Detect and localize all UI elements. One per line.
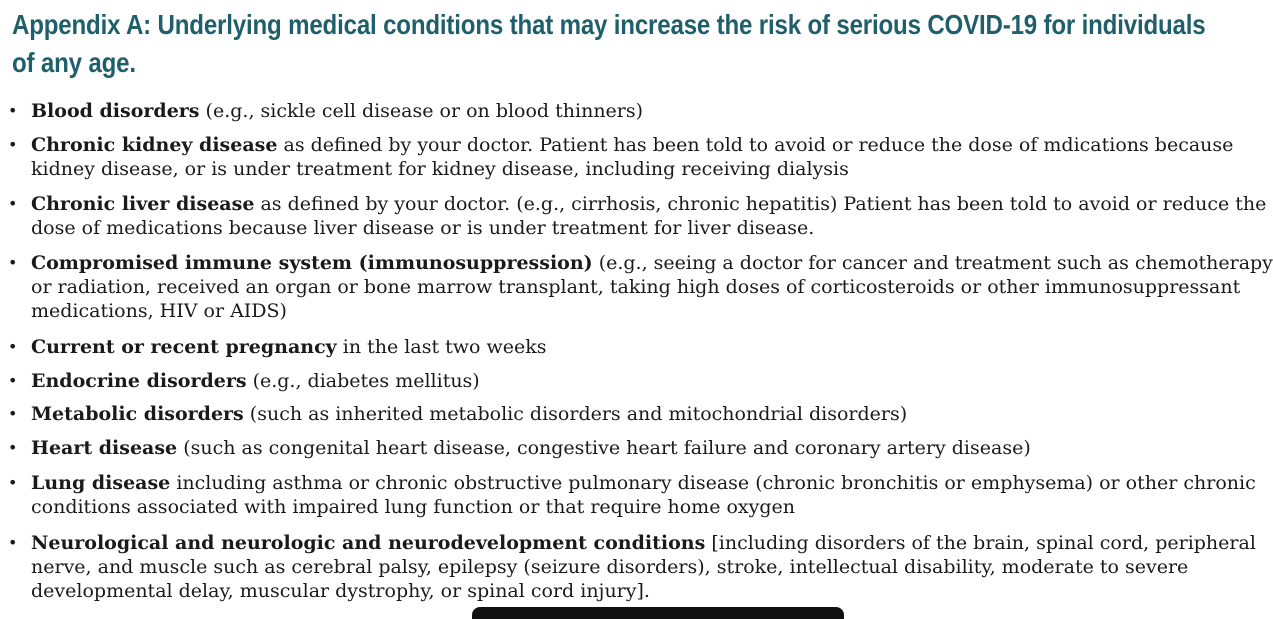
list-item-chronic-liver-disease [8,192,1267,240]
bullet-icon: • [8,473,18,492]
title-line-1: Appendix A: Underlying medical conditions that may increase the risk of serious COVID-19 for individuals [12,9,1206,40]
bullet-icon: • [8,101,18,120]
condition-term: Current or recent pregnancy [31,336,337,358]
bullet-icon: • [8,337,18,356]
condition-text: (e.g., sickle cell disease or on blood thinners) [205,100,644,122]
condition-term: Compromised immune system (immunosuppression) [31,252,593,274]
list-item-heart-disease [8,436,1181,460]
condition-term: Chronic liver disease [31,193,255,215]
condition-text: kidney disease, or is under treatment for kidney disease, including receiving dialysis [31,158,849,180]
list-item-compromised-immune-system [8,251,1273,323]
condition-text: conditions associated with impaired lung function or that require home oxygen [31,496,796,518]
page-title [12,6,1206,82]
bullet-icon: • [8,371,18,390]
bullet-icon: • [8,135,18,154]
condition-text: nerve, and muscle such as cerebral palsy, epilepsy (seizure disorders), stroke, intellectual disability, moderate to severe [31,556,1189,578]
condition-text: as defined by your doctor. Patient has been told to avoid or reduce the dose of mdications because [283,134,1234,156]
condition-term: Chronic kidney disease [31,134,278,156]
home-indicator-bar [472,607,844,619]
list-item-neurological-conditions [8,531,1256,603]
list-item-chronic-kidney-disease [8,133,1234,181]
condition-term: Lung disease [31,472,171,494]
condition-term: Heart disease [31,437,178,459]
bullet-icon: • [8,404,18,423]
condition-text: (such as inherited metabolic disorders and mitochondrial disorders) [249,403,908,425]
bullet-icon: • [8,253,18,272]
condition-term: Blood disorders [31,100,200,122]
condition-text: [including disorders of the brain, spinal cord, peripheral [711,532,1256,554]
condition-text: including asthma or chronic obstructive pulmonary disease (chronic bronchitis or emphysema) or other chronic [176,472,1256,494]
condition-text: medications, HIV or AIDS) [31,300,287,322]
list-item-blood-disorders [8,99,1181,123]
condition-text: or radiation, received an organ or bone marrow transplant, taking high doses of corticosteroids or other immunosuppressant [31,276,1241,298]
bullet-icon: • [8,194,18,213]
condition-text: dose of medications because liver disease or is under treatment for liver disease. [31,217,815,239]
condition-text: (e.g., seeing a doctor for cancer and treatment such as chemotherapy [598,252,1273,274]
condition-text: as defined by your doctor. (e.g., cirrhosis, chronic hepatitis) Patient has been told to avoid or reduce the [260,193,1267,215]
list-item-endocrine-disorders [8,369,1181,393]
bullet-icon: • [8,533,18,552]
condition-text: (such as congenital heart disease, congestive heart failure and coronary artery disease) [183,437,1031,459]
condition-text: in the last two weeks [342,336,547,358]
bullet-icon: • [8,438,18,457]
list-item-pregnancy [8,335,1181,359]
list-item-lung-disease [8,471,1256,519]
condition-term: Metabolic disorders [31,403,244,425]
list-item-metabolic-disorders [8,402,1181,426]
condition-term: Endocrine disorders [31,370,247,392]
condition-text: (e.g., diabetes mellitus) [252,370,480,392]
condition-term: Neurological and neurologic and neurodevelopment conditions [31,532,706,554]
condition-text: developmental delay, muscular dystrophy, or spinal cord injury]. [31,580,650,602]
title-line-2: of any age. [12,47,136,78]
